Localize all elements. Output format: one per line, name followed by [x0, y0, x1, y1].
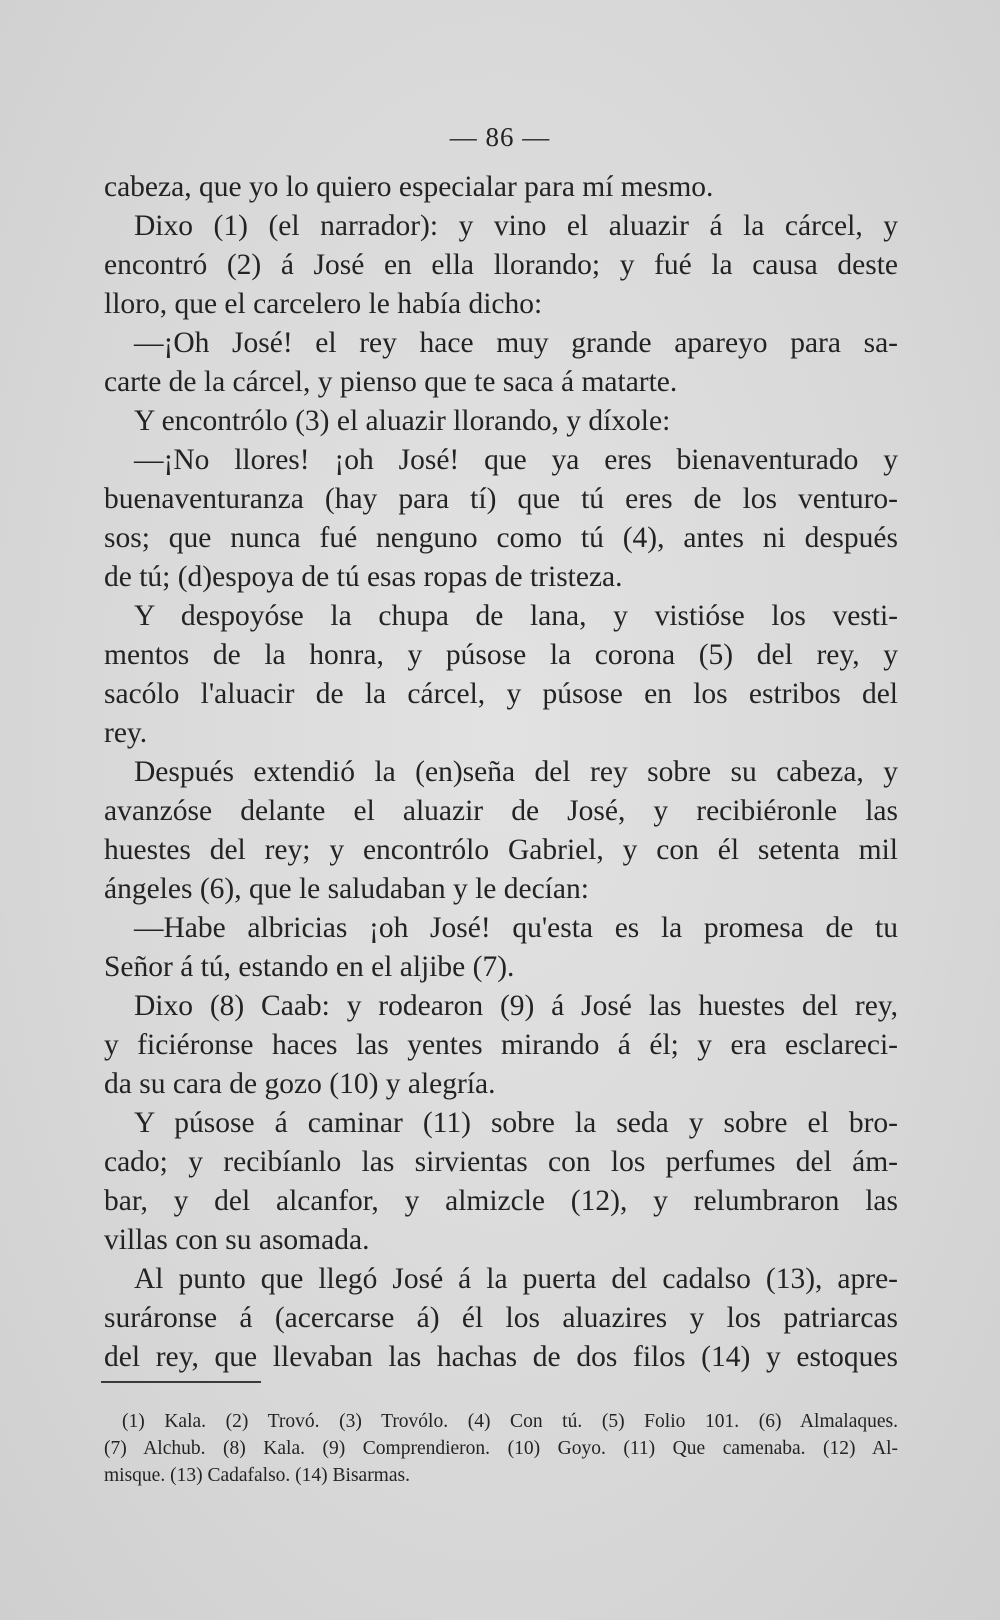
body-line: del rey, que llevaban las hachas de dos filos (14) y estoques	[104, 1341, 898, 1373]
body-line: rey.	[104, 717, 148, 749]
body-line: lloro, que el carcelero le había dicho:	[104, 288, 543, 320]
body-line: avanzóse delante el aluazir de José, y recibiéronle las	[104, 795, 898, 827]
body-line: —¡Oh José! el rey hace muy grande apareyo para sa-	[134, 327, 898, 359]
body-text	[104, 168, 898, 1377]
body-line: encontró (2) á José en ella llorando; y fué la causa deste	[104, 249, 898, 281]
body-line: Dixo (8) Caab: y rodearon (9) á José las huestes del rey,	[134, 990, 898, 1022]
body-line: villas con su asomada.	[104, 1224, 370, 1256]
footnote-line: (7) Alchub. (8) Kala. (9) Comprendieron. (10) Goyo. (11) Que camenaba. (12) Al-	[104, 1438, 898, 1459]
body-line: da su cara de gozo (10) y alegría.	[104, 1068, 496, 1100]
body-line: Y despoyóse la chupa de lana, y vistióse los vesti-	[134, 600, 898, 632]
footnote-line: misque. (13) Cadafalso. (14) Bisarmas.	[104, 1465, 410, 1486]
footnote-line: (1) Kala. (2) Trovó. (3) Trovólo. (4) Con tú. (5) Folio 101. (6) Almalaques.	[122, 1411, 898, 1432]
body-line: y ficiéronse haces las yentes mirando á él; y era esclareci-	[104, 1029, 898, 1061]
body-line: Al punto que llegó José á la puerta del cadalso (13), apre-	[134, 1263, 898, 1295]
body-line: suráronse á (acercarse á) él los aluazires y los patriarcas	[104, 1302, 898, 1334]
body-line: bar, y del alcanfor, y almizcle (12), y relumbraron las	[104, 1185, 898, 1217]
body-line: —¡No llores! ¡oh José! que ya eres bienaventurado y	[134, 444, 898, 476]
body-line: sos; que nunca fué nenguno como tú (4), antes ni después	[104, 522, 898, 554]
body-line: carte de la cárcel, y pienso que te saca á matarte.	[104, 366, 678, 398]
footnotes	[104, 1408, 898, 1489]
body-line: cabeza, que yo lo quiero especialar para mí mesmo.	[104, 171, 714, 203]
body-line: sacólo l'aluacir de la cárcel, y púsose en los estribos del	[104, 678, 898, 710]
body-line: Y encontrólo (3) el aluazir llorando, y díxole:	[134, 405, 671, 437]
body-line: Señor á tú, estando en el aljibe (7).	[104, 951, 515, 983]
body-line: buenaventuranza (hay para tí) que tú eres de los venturo-	[104, 483, 898, 515]
body-line: Dixo (1) (el narrador): y vino el aluazir á la cárcel, y	[134, 210, 898, 242]
footnote-divider	[101, 1381, 261, 1383]
body-line: Y púsose á caminar (11) sobre la seda y sobre el bro-	[134, 1107, 898, 1139]
page-number: — 86 —	[449, 122, 551, 152]
body-line: —Habe albricias ¡oh José! qu'esta es la promesa de tu	[134, 912, 898, 944]
body-line: de tú; (d)espoya de tú esas ropas de tristeza.	[104, 561, 623, 593]
body-line: mentos de la honra, y púsose la corona (5) del rey, y	[104, 639, 898, 671]
body-line: Después extendió la (en)seña del rey sobre su cabeza, y	[134, 756, 898, 788]
body-line: cado; y recibíanlo las sirvientas con los perfumes del ám-	[104, 1146, 898, 1178]
body-line: ángeles (6), que le saludaban y le decían:	[104, 873, 589, 905]
body-line: huestes del rey; y encontrólo Gabriel, y con él setenta mil	[104, 834, 898, 866]
